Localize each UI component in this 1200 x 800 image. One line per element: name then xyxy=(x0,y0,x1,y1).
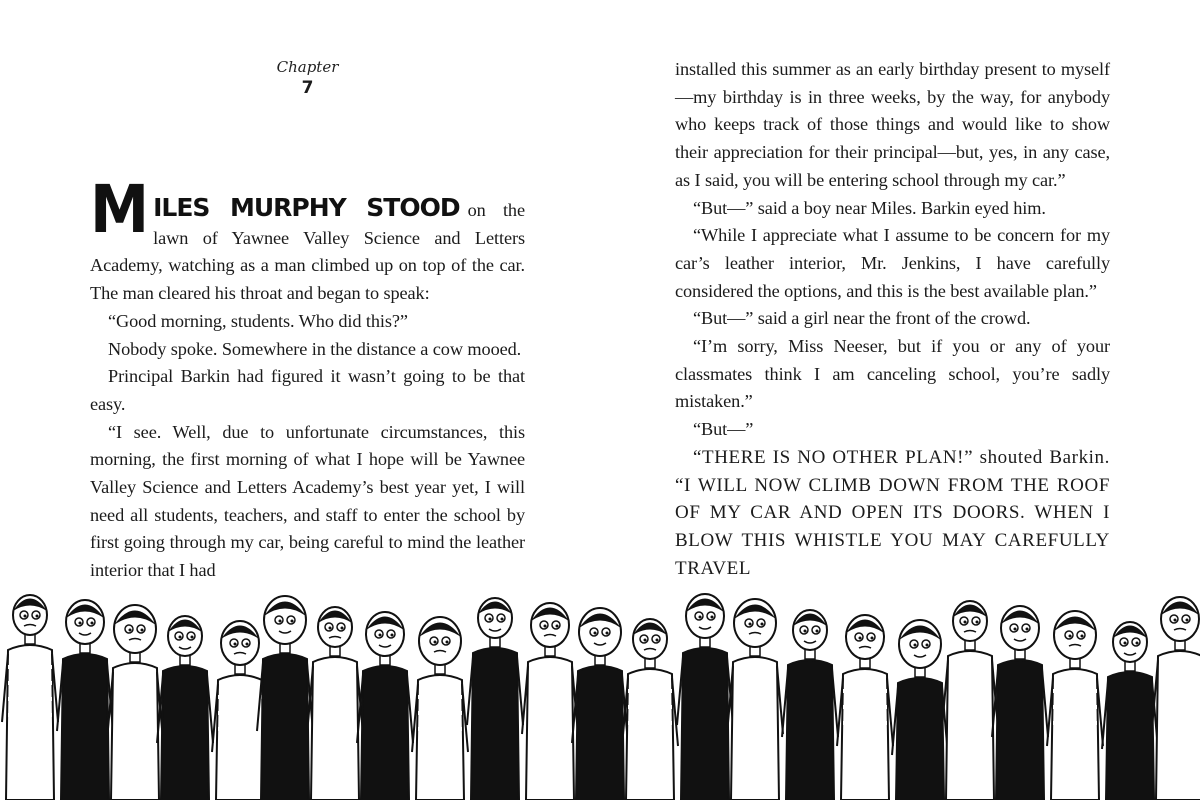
student-figure xyxy=(522,603,578,800)
student-figure xyxy=(57,600,113,800)
crowd-illustration xyxy=(0,560,1200,800)
student-figure xyxy=(307,607,363,800)
chapter-heading xyxy=(90,58,525,98)
chapter-number: 7 xyxy=(301,78,314,98)
student-figure xyxy=(727,599,783,800)
shout-tag: shouted Barkin. “I WILL NOW CLIMB DOWN FROM THE ROOF OF MY CAR AND OPEN ITS DOORS. WHEN I BLOW THIS WHISTLE YOU MAY CAREFULLY TRAVEL xyxy=(675,446,1111,579)
student-figure xyxy=(2,595,58,800)
paragraph: “I see. Well, due to unfortunate circumstances, this morning, the first morning of what I hope will be Yawnee Valley Science and Letters Academy’s best year yet, I will need all students, teachers, and staff to enter the school by first going through my car, being careful to mind the leather interior that I had xyxy=(90,421,525,581)
paragraph: “While I appreciate what I assume to be concern for my car’s leather interior, Mr. Jenkins, I have carefully considered the options, and this is the best available plan.” xyxy=(675,225,1110,301)
student-figure xyxy=(467,598,523,800)
student-figure xyxy=(992,606,1048,800)
paragraph: “Good morning, students. Who did this?” xyxy=(108,310,408,331)
student-figure xyxy=(677,594,733,800)
continued-paragraph: installed this summer as an early birthday present to myself—my birthday is in three weeks, by the way, for anybody who keeps track of those things and would like to show their appreciation for their principal—but, yes, in any case, as I said, you will be entering school through my car.” xyxy=(675,59,1110,190)
opening-text: on the lawn of Yawnee Valley Science and Letters Academy, watching as a man climbed up on top of the car. The man cleared his throat and began to speak: xyxy=(90,200,525,304)
opening-paragraph xyxy=(90,171,525,308)
paragraph: Principal Barkin had figured it wasn’t going to be that easy. xyxy=(90,366,525,414)
student-figure xyxy=(357,612,413,800)
paragraph: “I’m sorry, Miss Neeser, but if you or any of your classmates think I am canceling school, you’re sadly mistaken.” xyxy=(675,336,1110,412)
paragraph: Nobody spoke. Somewhere in the distance a cow mooed. xyxy=(108,338,522,359)
student-figure xyxy=(1152,597,1200,800)
chapter-label: Chapter xyxy=(276,58,339,76)
student-figure xyxy=(1047,611,1103,800)
student-figure xyxy=(1102,622,1158,800)
student-figure xyxy=(257,596,313,800)
paragraph: “But—” said a girl near the front of the crowd. xyxy=(693,308,1031,329)
student-figure xyxy=(157,616,213,800)
right-page xyxy=(675,0,1111,579)
student-figure xyxy=(572,608,628,800)
student-figure xyxy=(892,620,948,800)
shout-quote: “THERE IS NO OTHER PLAN!” xyxy=(693,446,974,468)
paragraph: “But—” xyxy=(693,419,754,440)
student-figure xyxy=(782,610,838,800)
lead-in-caps: ILES MURPHY STOOD xyxy=(153,193,460,222)
left-body-text xyxy=(90,171,525,585)
paragraph: “But—” said a boy near Miles. Barkin eyed him. xyxy=(693,197,1046,218)
students-group xyxy=(2,594,1200,800)
left-page xyxy=(90,0,525,581)
drop-cap: M xyxy=(90,171,148,248)
student-figure xyxy=(837,615,893,800)
student-figure xyxy=(622,619,678,800)
student-figure xyxy=(412,617,468,800)
student-figure xyxy=(942,601,998,800)
student-figure xyxy=(107,605,163,800)
right-body-text xyxy=(675,56,1110,582)
